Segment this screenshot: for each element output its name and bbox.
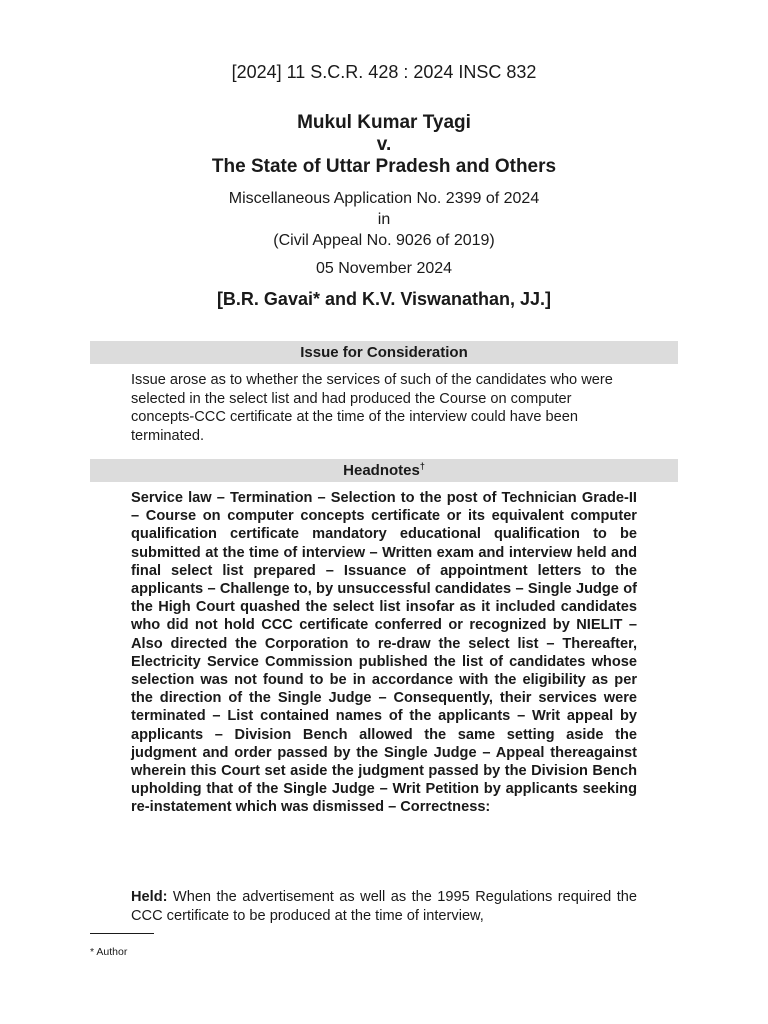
- application-number: Miscellaneous Application No. 2399 of 2024: [228, 190, 540, 207]
- headnotes-heading-bar: [90, 459, 678, 482]
- issue-heading: Issue for Consideration: [300, 344, 468, 361]
- headnote-summary: Service law – Termination – Selection to the post of Technician Grade-II – Course on computer concepts certificate or its equivalent computer qualification certificate mandatory educational qualification to be submitted at the time of interview – Written exam and interview held and final select list prepared – Issuance of appointment letters to the applicants – Challenge to, by unsuccessful candidates – Single Judge of the High Court quashed the select list insofar as it included candidates who did not hold CCC certificate conferred or recognized by NIELIT – Also directed the Corporation to re-draw the select list – Thereafter, Electricity Service Commission published the list of candidates whose selection was not found to be in accordance with the eligibility as per the direction of the Single Judge – Consequently, their services were terminated – List contained names of the applicants – Writ appeal by applicants – Division Bench allowed the same setting aside the judgment and order passed by the Single Judge – Appeal thereagainst wherein this Court set aside the judgment passed by the Division Bench upholding that of the Single Judge – Writ Petition by applicants seeking re-instatement which was dismissed – Correctness:: [131, 490, 637, 816]
- headnotes-heading: Headnotes: [343, 462, 420, 479]
- bench-judges: [B.R. Gavai* and K.V. Viswanathan, JJ.]: [216, 289, 552, 309]
- held-paragraph: [131, 888, 637, 925]
- author-footnote: * Author: [90, 945, 128, 958]
- issue-heading-bar: [90, 341, 678, 364]
- report-citation: [2024] 11 S.C.R. 428 : 2024 INSC 832: [231, 62, 537, 82]
- case-title: [0, 112, 768, 178]
- versus-label: v.: [376, 134, 392, 155]
- judgment-date: 05 November 2024: [315, 260, 453, 277]
- issue-text: Issue arose as to whether the services of such of the candidates who were selected in the select list and had produced the Course on computer concepts-CCC certificate at the time of the interview could have been terminated.: [131, 372, 613, 444]
- respondent-name: The State of Uttar Pradesh and Others: [211, 156, 557, 177]
- case-numbers: [0, 188, 768, 251]
- held-label: Held:: [131, 889, 168, 905]
- footnote-divider: [90, 933, 154, 934]
- dagger-mark: †: [419, 461, 425, 471]
- appeal-number: (Civil Appeal No. 9026 of 2019): [273, 232, 495, 249]
- petitioner-name: Mukul Kumar Tyagi: [297, 112, 471, 133]
- held-text: When the advertisement as well as the 1995 Regulations required the CCC certificate to be produced at the time of interview,: [131, 889, 637, 924]
- in-label: in: [377, 211, 391, 228]
